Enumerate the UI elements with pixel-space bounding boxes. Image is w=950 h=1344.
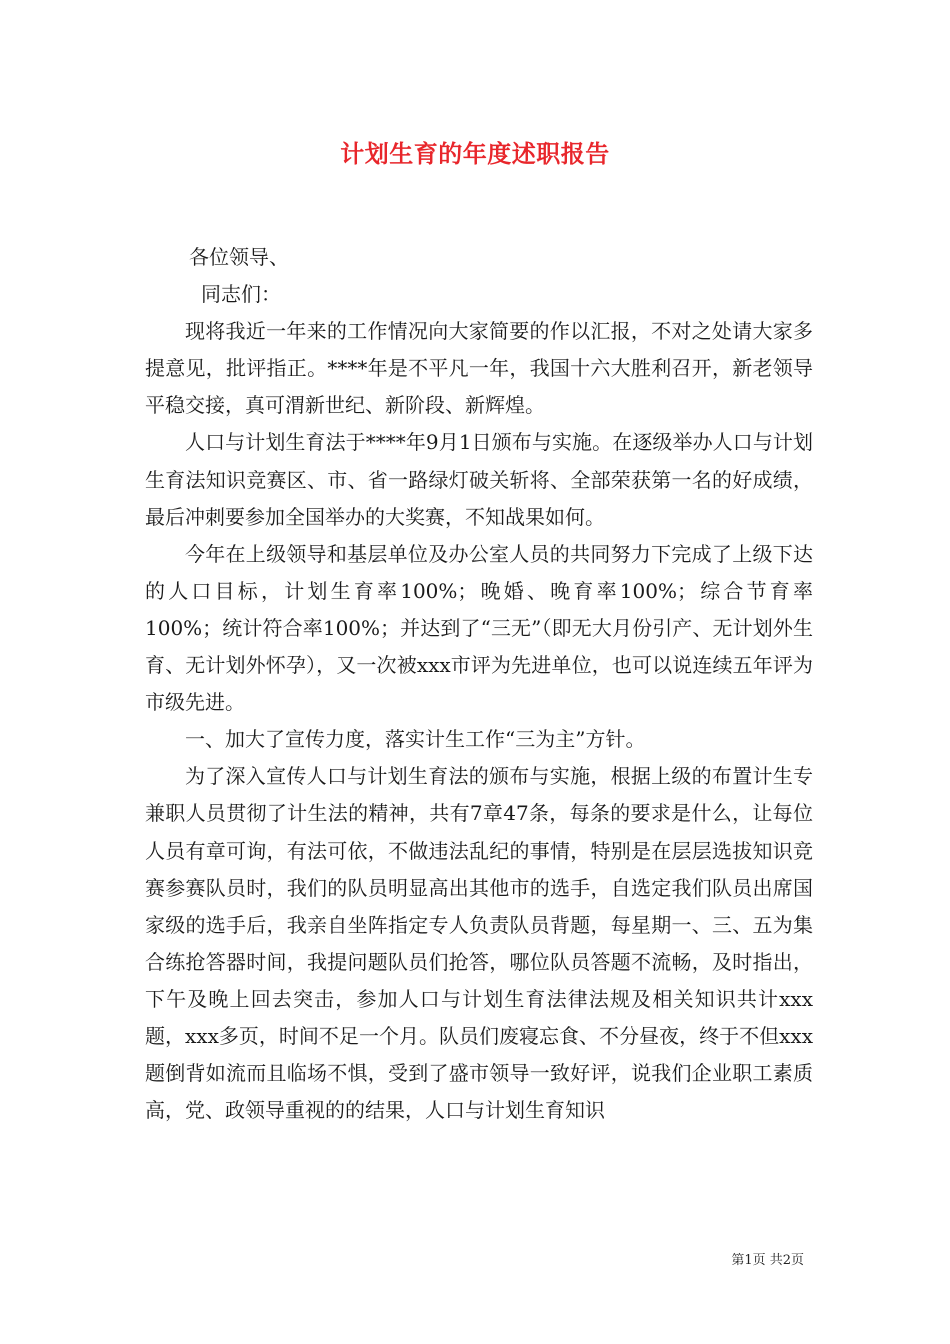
page-indicator: 第1页 共2页 — [731, 1253, 804, 1268]
section-heading-1: 一、加大了宣传力度，落实计生工作“三为主”方针。 — [185, 727, 646, 752]
paragraph-law: 人口与计划生育法于****年9月1日颁布与实施。在逐级举办人口与计划生育法知识竞赛区、市、省一路绿灯破关斩将、全部荣获第一名的好成绩，最后冲刺要参加全国举办的大奖赛，不知战果如何。 — [145, 430, 813, 529]
paragraph-intro: 现将我近一年来的工作情况向大家简要的作以汇报，不对之处请大家多提意见，批评指正。****年是不平凡一年，我国十六大胜利召开，新老领导平稳交接，真可渭新世纪、新阶段、新辉煌。 — [145, 319, 813, 418]
document-title: 计划生育的年度述职报告 — [340, 139, 610, 168]
salutation-line-1: 各位领导、 — [189, 245, 289, 269]
paragraph-propaganda: 为了深入宣传人口与计划生育法的颁布与实施，根据上级的布置计生专兼职人员贯彻了计生法的精神，共有7章47条，每条的要求是什么，让每位人员有章可询，有法可依，不做违法乱纪的事情，特别是在层层选拔知识竞赛参赛队员时，我们的队员明显高出其他市的选手，自选定我们队员出席国家级的选手后，我亲自坐阵指定专人负责队员背题，每星期一、三、五为集合练抢答器时间，我提问题队员们抢答，哪位队员答题不流畅，及时指出，下午及晚上回去突击，参加人口与计划生育法律法规及相关知识共计xxx题，xxx多页，时间不足一个月。队员们废寝忘食、不分昼夜，终于不但xxx题倒背如流而且临场不惧，受到了盛市领导一致好评，说我们企业职工素质高，党、政领导重视的的结果，人口与计划生育知识 — [145, 764, 813, 1123]
paragraph-targets: 今年在上级领导和基层单位及办公室人员的共同努力下完成了上级下达的人口目标，计划生育率100%；晚婚、晚育率100%；综合节育率100%；统计符合率100%；并达到了“三无”（即无大月份引产、无计划外生育、无计划外怀孕），又一次被xxx市评为先进单位，也可以说连续五年评为市级先进。 — [145, 541, 813, 715]
document-body — [145, 239, 813, 1129]
salutation-line-2: 同志们： — [201, 282, 281, 307]
